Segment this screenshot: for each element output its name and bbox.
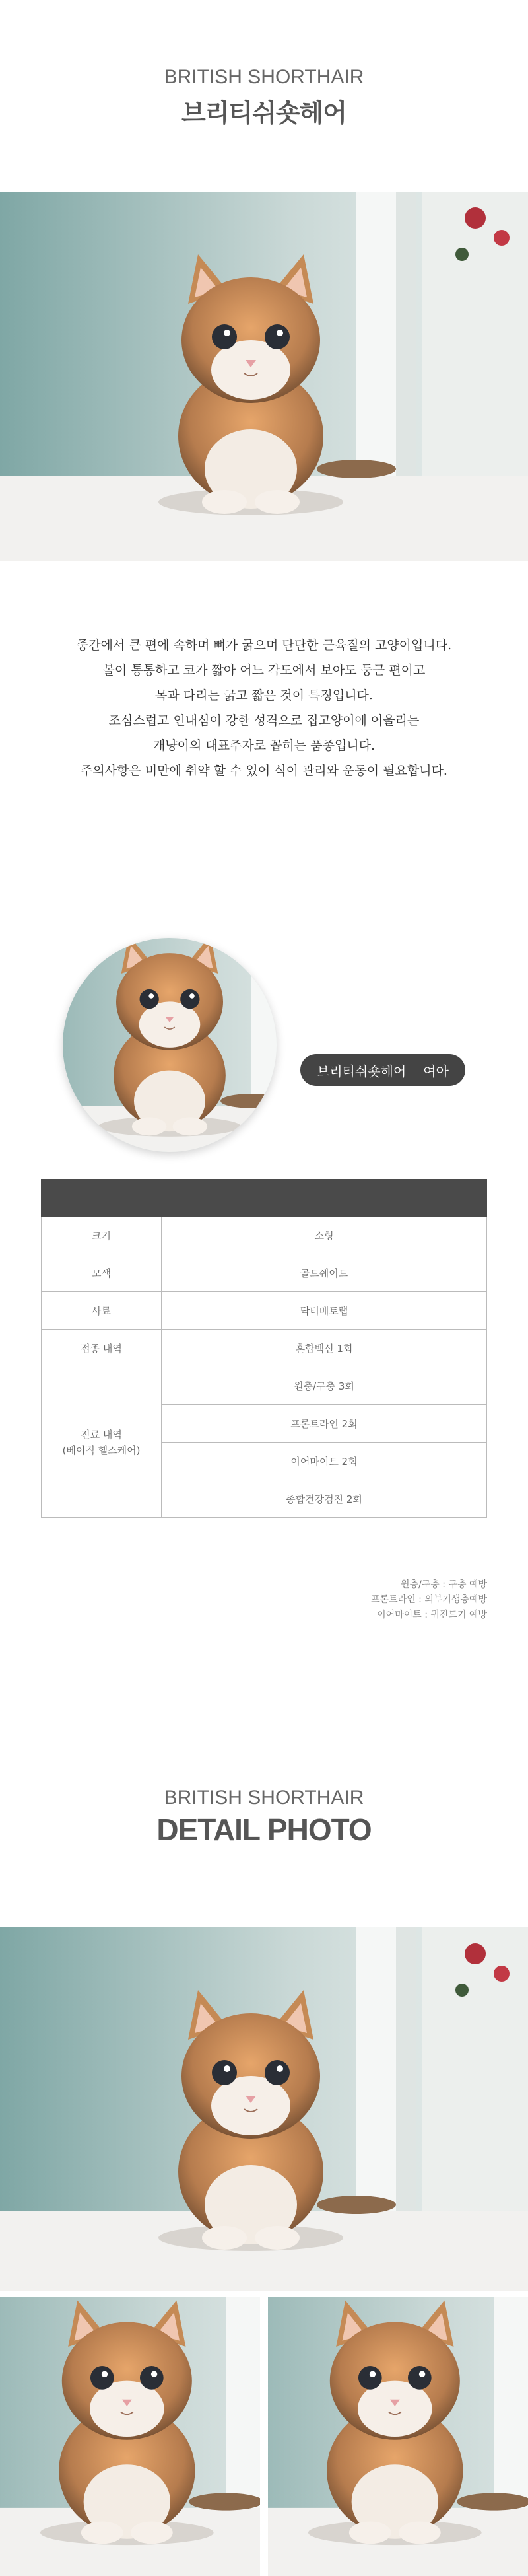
care-value: 프론트라인 2회 [162, 1405, 487, 1443]
table-header [42, 1180, 487, 1217]
description-line: 중간에서 큰 편에 속하며 뼈가 굵으며 단단한 근육질의 고양이입니다. [76, 638, 452, 653]
kitten-info-table [41, 1179, 487, 1518]
table-row [42, 1254, 487, 1292]
care-history-label [42, 1367, 162, 1518]
description-line: 볼이 통통하고 코가 짧아 어느 각도에서 보아도 둥근 편이고 [102, 663, 426, 678]
table-header-cell [42, 1180, 162, 1217]
badge-breed: 브리티쉬숏헤어 [317, 1063, 407, 1079]
hero-kitten-photo [0, 192, 528, 561]
description-line: 주의사항은 비만에 취약 할 수 있어 식이 관리와 운동이 필요합니다. [81, 764, 447, 778]
detail-photo-left [0, 2297, 260, 2576]
table-header-cell [162, 1180, 487, 1217]
note-line: 이어마이트 : 귀진드기 예방 [377, 1610, 487, 1620]
breed-gender-badge [300, 1054, 465, 1086]
row-value: 골드쉐이드 [162, 1254, 487, 1292]
row-value: 닥터배토랩 [162, 1292, 487, 1330]
detail-english-title: BRITISH SHORTHAIR [164, 1787, 364, 1808]
table-row [42, 1217, 487, 1254]
row-label: 접종 내역 [42, 1330, 162, 1367]
table-row [42, 1292, 487, 1330]
page-header [0, 66, 528, 129]
breed-description [0, 633, 528, 783]
care-label-line: (베이직 헬스케어) [62, 1444, 141, 1456]
care-value: 원충/구충 3회 [162, 1367, 487, 1405]
breed-korean-title: 브리티쉬숏헤어 [182, 98, 346, 127]
breed-english-title: BRITISH SHORTHAIR [164, 66, 364, 88]
row-value: 소형 [162, 1217, 487, 1254]
care-notes [371, 1577, 487, 1623]
row-label: 사료 [42, 1292, 162, 1330]
table-row [42, 1330, 487, 1367]
row-value: 혼합백신 1회 [162, 1330, 487, 1367]
detail-photo-right [268, 2297, 528, 2576]
detail-photo-large [0, 1927, 528, 2291]
care-value: 종합건강검진 2회 [162, 1480, 487, 1518]
table-row [42, 1367, 487, 1405]
row-label: 모색 [42, 1254, 162, 1292]
badge-gender: 여아 [423, 1063, 449, 1079]
row-label: 크기 [42, 1217, 162, 1254]
description-line: 개냥이의 대표주자로 꼽히는 품종입니다. [152, 738, 376, 753]
detail-header [0, 1787, 528, 1847]
note-line: 프론트라인 : 외부기생충예방 [371, 1594, 487, 1605]
detail-title: DETAIL PHOTO [156, 1812, 372, 1847]
care-value: 이어마이트 2회 [162, 1443, 487, 1480]
note-line: 원충/구충 : 구충 예방 [401, 1579, 487, 1590]
care-label-line: 진료 내역 [81, 1428, 122, 1441]
description-line: 조심스럽고 인내심이 강한 성격으로 집고양이에 어울리는 [108, 713, 420, 728]
kitten-profile-photo [63, 938, 277, 1152]
description-line: 목과 다리는 굵고 짧은 것이 특징입니다. [155, 688, 373, 703]
